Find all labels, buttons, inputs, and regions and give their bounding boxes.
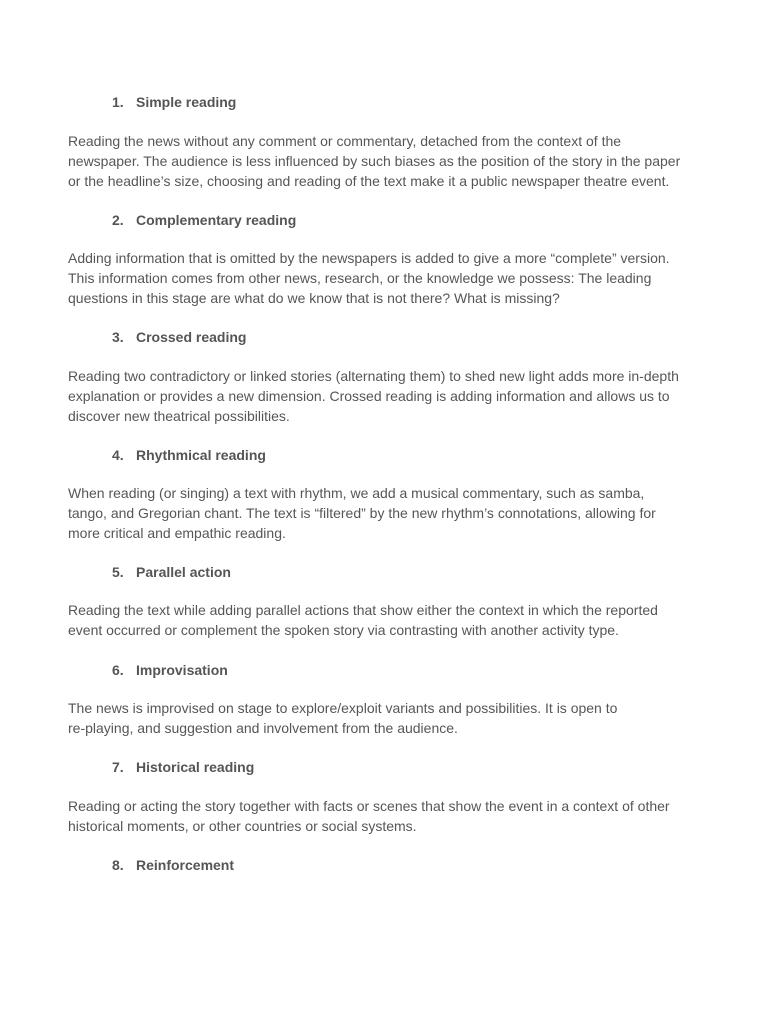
section-title: Simple reading	[136, 94, 237, 110]
section-heading	[112, 758, 254, 776]
section-paragraph	[68, 366, 708, 426]
section-number: 1.	[112, 94, 124, 110]
section-title: Improvisation	[136, 662, 228, 678]
section-number: 7.	[112, 759, 124, 775]
paragraph-line: re-playing, and suggestion and involvement from the audience.	[68, 720, 458, 736]
paragraph-line: The news is improvised on stage to explore/exploit variants and possibilities. It is open to	[68, 700, 618, 716]
paragraph-line: This information comes from other news, research, or the knowledge we possess: The leading	[68, 270, 652, 286]
paragraph-line: When reading (or singing) a text with rhythm, we add a musical commentary, such as samba,	[68, 485, 645, 501]
section-title: Rhythmical reading	[136, 447, 266, 463]
paragraph-line: more critical and empathic reading.	[68, 525, 286, 541]
paragraph-line: questions in this stage are what do we know that is not there? What is missing?	[68, 290, 560, 306]
section-heading	[112, 563, 231, 581]
paragraph-line: explanation or provides a new dimension. Crossed reading is adding information and allows us to	[68, 388, 670, 404]
section-paragraph	[68, 796, 708, 836]
paragraph-line: Reading or acting the story together with facts or scenes that show the event in a context of other	[68, 798, 670, 814]
section-title: Crossed reading	[136, 329, 247, 345]
section-heading	[112, 856, 234, 874]
section-heading	[112, 93, 236, 111]
section-number: 6.	[112, 662, 124, 678]
paragraph-line: Reading the news without any comment or commentary, detached from the context of the	[68, 133, 622, 149]
section-paragraph	[68, 131, 708, 191]
paragraph-line: Adding information that is omitted by the newspapers is added to give a more “complete” version.	[68, 250, 670, 266]
section-title: Historical reading	[136, 759, 255, 775]
paragraph-line: newspaper. The audience is less influenced by such biases as the position of the story in the paper	[68, 153, 681, 169]
section-title: Parallel action	[136, 564, 231, 580]
section-title: Reinforcement	[136, 857, 235, 873]
paragraph-line: Reading two contradictory or linked stories (alternating them) to shed new light adds more in-depth	[68, 368, 679, 384]
paragraph-line: historical moments, or other countries or social systems.	[68, 818, 417, 834]
section-heading	[112, 211, 296, 229]
section-heading	[112, 661, 228, 679]
section-number: 8.	[112, 857, 124, 873]
section-number: 4.	[112, 447, 124, 463]
section-number: 2.	[112, 212, 124, 228]
section-title: Complementary reading	[136, 212, 297, 228]
section-number: 3.	[112, 329, 124, 345]
paragraph-line: or the headline’s size, choosing and reading of the text make it a public newspaper theatre event.	[68, 173, 670, 189]
section-paragraph	[68, 248, 708, 308]
paragraph-line: tango, and Gregorian chant. The text is “filtered” by the new rhythm’s connotations, allowing for	[68, 505, 656, 521]
paragraph-line: discover new theatrical possibilities.	[68, 408, 290, 424]
section-paragraph	[68, 600, 708, 640]
paragraph-line: event occurred or complement the spoken story via contrasting with another activity type.	[68, 622, 619, 638]
section-paragraph	[68, 698, 708, 738]
section-number: 5.	[112, 564, 124, 580]
paragraph-line: Reading the text while adding parallel actions that show either the context in which the reported	[68, 602, 658, 618]
section-heading	[112, 446, 266, 464]
section-heading	[112, 328, 246, 346]
section-paragraph	[68, 483, 708, 543]
